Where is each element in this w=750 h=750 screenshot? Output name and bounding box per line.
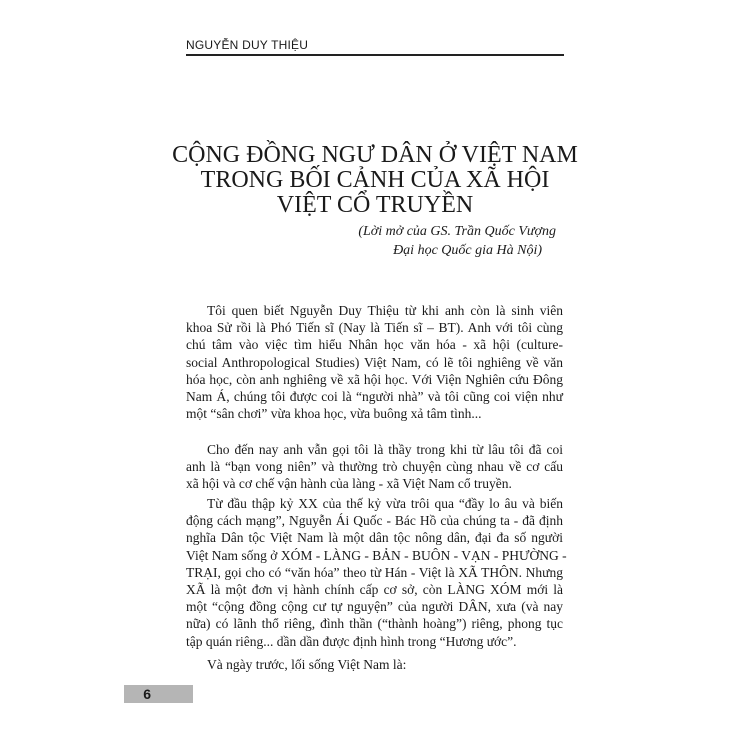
text-line: chú tâm vào việc tìm hiểu Nhân học văn hóa - xã hội (culture- bbox=[186, 337, 563, 353]
text-line: một “cộng đồng cộng cư tự nguyện” của người DÂN, xưa (và nay bbox=[186, 599, 563, 615]
text-line: Tôi quen biết Nguyễn Duy Thiệu từ khi anh còn là sinh viên bbox=[207, 303, 563, 318]
title-line: VIỆT CỔ TRUYỀN bbox=[276, 192, 474, 218]
paragraph bbox=[186, 495, 567, 650]
title-line: CỘNG ĐỒNG NGƯ DÂN Ở VIỆT NAM bbox=[172, 142, 578, 168]
text-line: tập quán riêng... dần dần được định hình trong “Hương ước”. bbox=[186, 633, 517, 649]
text-line: XÃ là một đơn vị hành chính cấp cơ sở, còn LÀNG XÓM mới là bbox=[186, 581, 563, 597]
text-line: Từ đầu thập kỷ XX của thế kỷ vừa trôi qua “đầy lo âu và biến bbox=[207, 496, 563, 511]
header-rule bbox=[186, 54, 564, 56]
running-head-author: NGUYỄN DUY THIỆU bbox=[186, 38, 309, 52]
text-line: động cách mạng”, Nguyễn Ái Quốc - Bác Hồ của chúng ta - đã định bbox=[186, 513, 563, 529]
chapter-title bbox=[100, 143, 650, 218]
page-number: 6 bbox=[124, 685, 193, 703]
paragraph bbox=[186, 441, 563, 493]
text-line: khoa Sử rồi là Phó Tiến sĩ (Nay là Tiến sĩ – BT). Anh với tôi cùng bbox=[186, 320, 563, 336]
subtitle-line: Đại học Quốc gia Hà Nội) bbox=[393, 243, 542, 258]
chapter-subtitle bbox=[250, 222, 556, 260]
text-line: một “sân chơi” vừa khoa học, vừa buông xả tâm tình... bbox=[186, 406, 482, 422]
text-line: TRẠI, gọi cho có “văn hóa” theo từ Hán - Việt là XÃ THÔN. Nhưng bbox=[186, 564, 563, 580]
paragraph bbox=[186, 302, 563, 422]
text-line: Việt Nam sống ở XÓM - LÀNG - BẢN - BUÔN - VẠN - PHƯỜNG - bbox=[186, 547, 567, 563]
text-line: xã hội và cơ chế vận hành của làng - xã Việt Nam cổ truyền. bbox=[186, 476, 512, 492]
text-line: nữa) có lãnh thổ riêng, đình thần (“thành hoàng”) riêng, phong tục bbox=[186, 616, 563, 632]
text-line: anh là “bạn vong niên” và thường trò chuyện cùng nhau về cơ cấu bbox=[186, 459, 563, 475]
text-line: hóa học, còn anh nghiêng về xã hội học. Với Viện Nghiên cứu Đông bbox=[186, 371, 563, 387]
text-line: Cho đến nay anh vẫn gọi tôi là thầy trong khi từ lâu tôi đã coi bbox=[207, 442, 563, 457]
paragraph bbox=[186, 656, 563, 673]
subtitle-line: (Lời mở của GS. Trần Quốc Vượng bbox=[358, 224, 556, 239]
text-line: nghĩa Dân tộc Việt Nam là một dân tộc nông dân, đại đa số người bbox=[186, 530, 563, 546]
text-line: Và ngày trước, lối sống Việt Nam là: bbox=[207, 657, 407, 672]
title-line: TRONG BỐI CẢNH CỦA XÃ HỘI bbox=[200, 167, 550, 193]
text-line: Nam Á, chúng tôi được coi là “người nhà” và tôi cũng coi viện như bbox=[186, 388, 563, 404]
text-line: social Anthropological Studies) Việt Nam, có lẽ tôi nghiêng về văn bbox=[186, 354, 563, 370]
